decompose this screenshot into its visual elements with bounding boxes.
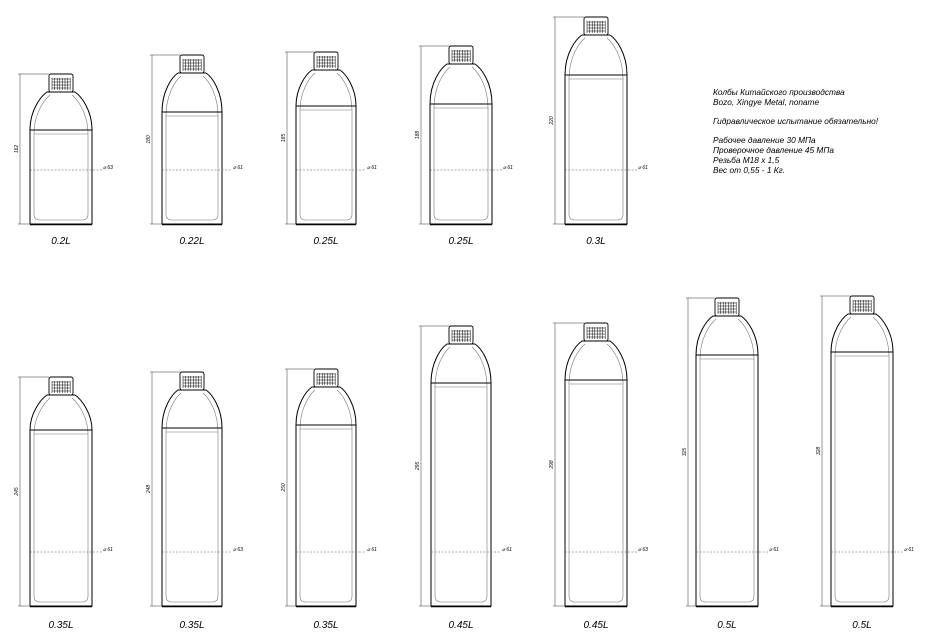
diameter-dimension-text: ⌀ 63 (638, 547, 648, 553)
thread-neck-icon (449, 46, 473, 64)
cylinder-outline (30, 92, 92, 224)
cylinder-outline (565, 341, 627, 606)
volume-label: 0.5L (852, 620, 872, 631)
thread-neck-icon (715, 298, 739, 316)
note-hydraulic-test-warning: Гидравлическое испытание обязательно! (713, 116, 879, 126)
cylinder-inner-wall (835, 317, 889, 602)
diameter-dimension-text: ⌀ 61 (638, 165, 648, 171)
cylinder-inner-wall (434, 67, 488, 220)
cylinder-inner-wall (300, 73, 352, 220)
cylinder-inner-wall (34, 398, 88, 602)
height-dimension-text: 248 (146, 484, 152, 494)
cylinder-outline (30, 395, 92, 606)
thread-neck-icon (584, 323, 608, 341)
height-dimension-text: 188 (415, 130, 421, 140)
height-dimension-text: 220 (549, 116, 555, 125)
height-dimension-text: 295 (415, 461, 421, 471)
thread-neck-icon (180, 55, 204, 73)
cylinder-outline (162, 390, 222, 606)
thread-neck-icon (49, 377, 73, 395)
cylinder-7 (146, 372, 243, 631)
height-dimension-text: 298 (549, 460, 555, 469)
volume-label: 0.5L (717, 620, 737, 631)
note-weight: Вес от 0,55 - 1 Кг. (713, 165, 786, 175)
cylinder-inner-wall (569, 38, 623, 220)
volume-label: 0.45L (448, 620, 474, 631)
diameter-dimension-text: ⌀ 63 (233, 547, 243, 553)
height-dimension-text: 185 (281, 133, 287, 143)
cylinder-outline (565, 35, 627, 224)
volume-label: 0.3L (586, 236, 606, 247)
cylinder-inner-wall (569, 344, 623, 602)
height-dimension-text: 245 (14, 487, 20, 496)
note-test-pressure: Проверочное давление 45 МПа (713, 145, 834, 155)
volume-label: 0.25L (448, 236, 474, 247)
thread-neck-icon (449, 326, 473, 344)
volume-label: 0.2L (51, 236, 71, 247)
diameter-dimension-text: ⌀ 63 (103, 165, 113, 171)
diameter-dimension-text: ⌀ 61 (502, 547, 512, 553)
note-thread-spec: Резьба М18 х 1,5 (713, 155, 780, 165)
volume-label: 0.25L (313, 236, 339, 247)
height-dimension-text: 162 (14, 144, 20, 154)
volume-label: 0.35L (179, 620, 205, 631)
cylinder-4 (415, 46, 513, 247)
specification-notes (713, 87, 923, 175)
cylinder-inner-wall (300, 390, 352, 602)
cylinder-outline (296, 387, 356, 606)
cylinder-inner-wall (166, 76, 218, 220)
note-origin-line2: Bozo, Xingye Metal, noname (713, 97, 820, 107)
cylinder-outline (430, 64, 492, 224)
cylinder-inner-wall (435, 347, 487, 602)
cylinder-3 (281, 52, 377, 247)
diameter-dimension-text: ⌀ 61 (769, 547, 779, 553)
thread-neck-icon (584, 17, 608, 35)
diameter-dimension-text: ⌀ 61 (904, 547, 914, 553)
diameter-dimension-text: ⌀ 61 (233, 165, 243, 171)
height-dimension-text: 180 (146, 135, 152, 144)
height-dimension-text: 325 (682, 447, 688, 457)
cylinder-1 (14, 74, 113, 247)
cylinder-outline (162, 73, 222, 224)
thread-neck-icon (49, 74, 73, 92)
note-working-pressure: Рабочее давление 30 МПа (713, 135, 816, 145)
thread-neck-icon (314, 369, 338, 387)
volume-label: 0.22L (179, 236, 205, 247)
cylinder-inner-wall (166, 393, 218, 602)
height-dimension-text: 250 (281, 483, 287, 492)
cylinder-inner-wall (34, 95, 88, 220)
thread-neck-icon (850, 296, 874, 314)
cylinder-8 (281, 369, 377, 631)
diameter-dimension-text: ⌀ 61 (367, 547, 377, 553)
cylinder-outline (696, 316, 758, 606)
volume-label: 0.35L (48, 620, 74, 631)
cylinder-10 (549, 323, 648, 631)
note-origin-line1: Колбы Китайского производства (713, 87, 845, 97)
diameter-dimension-text: ⌀ 61 (503, 165, 513, 171)
cylinder-2 (146, 55, 243, 247)
cylinder-outline (831, 314, 893, 606)
cylinder-12 (816, 296, 914, 631)
thread-neck-icon (180, 372, 204, 390)
cylinder-inner-wall (700, 319, 754, 602)
cylinder-11 (682, 298, 779, 631)
volume-label: 0.45L (583, 620, 609, 631)
volume-label: 0.35L (313, 620, 339, 631)
cylinder-outline (296, 70, 356, 224)
diameter-dimension-text: ⌀ 61 (367, 165, 377, 171)
cylinder-6 (14, 377, 113, 631)
cylinder-9 (415, 326, 512, 631)
thread-neck-icon (314, 52, 338, 70)
height-dimension-text: 328 (816, 446, 822, 456)
diameter-dimension-text: ⌀ 61 (103, 547, 113, 553)
cylinder-5 (549, 17, 648, 247)
